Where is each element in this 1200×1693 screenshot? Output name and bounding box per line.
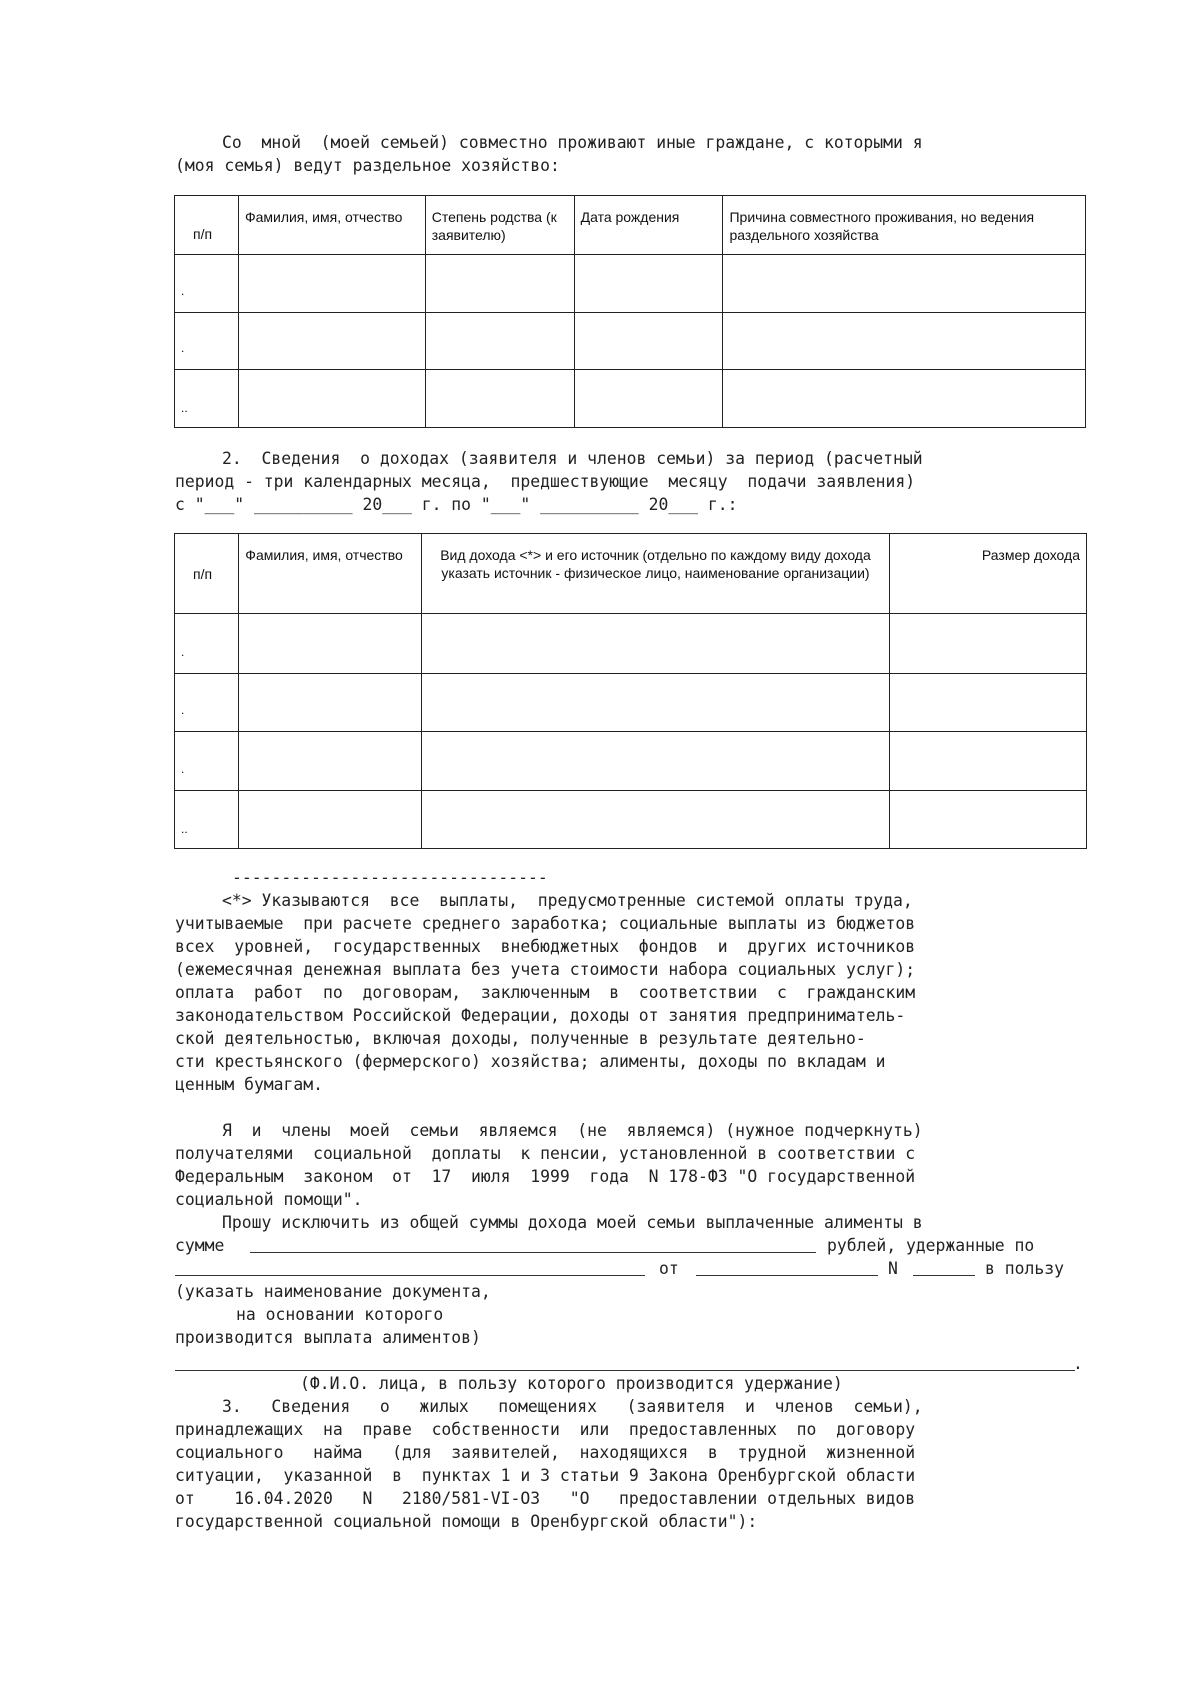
alimony-note: на основании которого	[236, 1305, 444, 1324]
footnote-line: <*> Указываются все выплаты, предусмотренные системой оплаты труда,	[222, 891, 913, 910]
table-cell[interactable]	[238, 255, 425, 313]
table-cell[interactable]	[238, 370, 425, 428]
section3-line: принадлежащих на праве собственности или предоставленных по договору	[175, 1420, 916, 1439]
intro-line-2: (моя семья) ведут раздельное хозяйство:	[175, 156, 560, 175]
footnote-line: сти крестьянского (фермерского) хозяйства; алименты, доходы по вкладам и	[175, 1052, 886, 1071]
table-row	[175, 313, 1086, 370]
row-mark: .	[181, 703, 185, 717]
table-header-row	[175, 196, 1086, 255]
table-row	[175, 674, 1087, 732]
table-header-cell: Степень родства (к заявителю)	[425, 196, 574, 255]
alimony-ot-label: от	[659, 1259, 679, 1278]
alimony-line-1: Прошу исключить из общей суммы дохода моей семьи выплаченные алименты в	[222, 1213, 923, 1232]
alimony-number-field[interactable]	[913, 1275, 975, 1276]
intro-line-1: Со мной (моей семьей) совместно проживают иные граждане, с которыми я	[222, 133, 923, 152]
table-row	[175, 791, 1087, 849]
cohabitants-table	[174, 195, 1086, 428]
table-cell[interactable]	[890, 791, 1087, 849]
table-header-row	[175, 534, 1087, 614]
row-mark: ..	[181, 401, 188, 415]
footnote-line: всех уровней, государственных внебюджетных фондов и других источников	[175, 937, 916, 956]
alimony-fio-field[interactable]	[175, 1370, 1075, 1371]
table-cell[interactable]	[421, 791, 889, 849]
table-header-cell: п/п	[175, 534, 239, 614]
section3-line: государственной социальной помощи в Оренбургской области"):	[175, 1512, 758, 1531]
table-cell[interactable]	[425, 370, 574, 428]
table-cell[interactable]	[238, 614, 421, 674]
table-cell[interactable]	[425, 313, 574, 370]
table-cell[interactable]	[723, 313, 1086, 370]
section3-line: 3. Сведения о жилых помещениях (заявителя и членов семьи),	[222, 1397, 923, 1416]
table-header-cell: п/п	[175, 196, 239, 255]
alimony-document-field[interactable]	[175, 1275, 645, 1276]
table-header-cell: Фамилия, имя, отчество	[238, 534, 421, 614]
table-cell[interactable]	[890, 614, 1087, 674]
table-cell[interactable]	[574, 370, 723, 428]
footnote-line: ской деятельностью, включая доходы, полученные в результате деятельно-	[175, 1029, 866, 1048]
alimony-note: производится выплата алиментов)	[175, 1328, 481, 1347]
section3-line: от 16.04.2020 N 2180/581-VI-ОЗ "О предоставлении отдельных видов	[175, 1489, 916, 1508]
section2-line-1: 2. Сведения о доходах (заявителя и членов семьи) за период (расчетный	[222, 449, 923, 468]
table-cell[interactable]	[238, 732, 421, 791]
table-cell[interactable]	[421, 614, 889, 674]
alimony-note: (указать наименование документа,	[175, 1282, 491, 1301]
footnote-line: ценным бумагам.	[175, 1075, 324, 1094]
alimony-sum-field[interactable]	[250, 1252, 816, 1253]
table-cell[interactable]	[425, 255, 574, 313]
footnote-line: учитываемые при расчете среднего заработка; социальные выплаты из бюджетов	[175, 914, 916, 933]
alimony-n-label: N	[888, 1259, 898, 1278]
row-mark: .	[181, 645, 185, 659]
table-cell[interactable]	[238, 313, 425, 370]
section2-period-line: с "___" __________ 20___ г. по "___" __________ 20___ г.:	[175, 495, 738, 514]
footnote-separator: --------------------------------	[232, 868, 548, 887]
table-row	[175, 732, 1087, 791]
table-cell[interactable]	[574, 255, 723, 313]
table-header-cell: Фамилия, имя, отчество	[238, 196, 425, 255]
table-row	[175, 370, 1086, 428]
table-cell[interactable]	[421, 674, 889, 732]
footnote-line: законодательством Российской Федерации, доходы от занятия предприниматель-	[175, 1006, 906, 1025]
footnote-line: (ежемесячная денежная выплата без учета стоимости набора социальных услуг);	[175, 960, 916, 979]
table-row	[175, 255, 1086, 313]
table-cell[interactable]	[723, 255, 1086, 313]
table-cell[interactable]	[238, 791, 421, 849]
recipients-line: Федеральным законом от 17 июля 1999 года N 178-ФЗ "О государственной	[175, 1167, 916, 1186]
row-mark: .	[181, 341, 185, 355]
section2-line-2: период - три календарных месяца, предшествующие месяцу подачи заявления)	[175, 472, 916, 491]
table-cell[interactable]	[421, 732, 889, 791]
table-cell[interactable]	[723, 370, 1086, 428]
row-mark: .	[181, 762, 185, 776]
table-cell[interactable]	[574, 313, 723, 370]
table-cell[interactable]	[238, 674, 421, 732]
row-mark: ..	[181, 822, 188, 836]
table-cell[interactable]	[890, 732, 1087, 791]
table-header-cell: Дата рождения	[574, 196, 723, 255]
table-header-cell: Размер дохода	[890, 534, 1087, 614]
footnote-line: оплата работ по договорам, заключенным в соответствии с гражданским	[175, 983, 916, 1002]
alimony-sum-label: сумме	[175, 1236, 225, 1255]
recipients-line: получателями социальной доплаты к пенсии, установленной в соответствии с	[175, 1144, 916, 1163]
row-mark: .	[181, 284, 185, 298]
alimony-date-field[interactable]	[696, 1275, 878, 1276]
section3-line: ситуации, указанной в пунктах 1 и 3 статьи 9 Закона Оренбургской области	[175, 1466, 916, 1485]
alimony-rub-label: рублей, удержанные по	[827, 1236, 1035, 1255]
table-header-cell: Причина совместного проживания, но ведения раздельного хозяйства	[723, 196, 1086, 255]
alimony-favor-label: в пользу	[985, 1259, 1064, 1278]
table-row	[175, 614, 1087, 674]
alimony-fio-caption: (Ф.И.О. лица, в пользу которого производится удержание)	[300, 1374, 843, 1393]
table-cell[interactable]	[890, 674, 1087, 732]
recipients-line: социальной помощи".	[175, 1190, 363, 1209]
table-header-cell: Вид дохода <*> и его источник (отдельно по каждому виду дохода указать источник - физическое лицо, наименование организации)	[421, 534, 889, 614]
section3-line: социального найма (для заявителей, находящихся в трудной жизненной	[175, 1443, 916, 1462]
income-table	[174, 533, 1087, 849]
recipients-line: Я и члены моей семьи являемся (не являемся) (нужное подчеркнуть)	[222, 1121, 923, 1140]
alimony-end-dot: .	[1073, 1354, 1083, 1373]
